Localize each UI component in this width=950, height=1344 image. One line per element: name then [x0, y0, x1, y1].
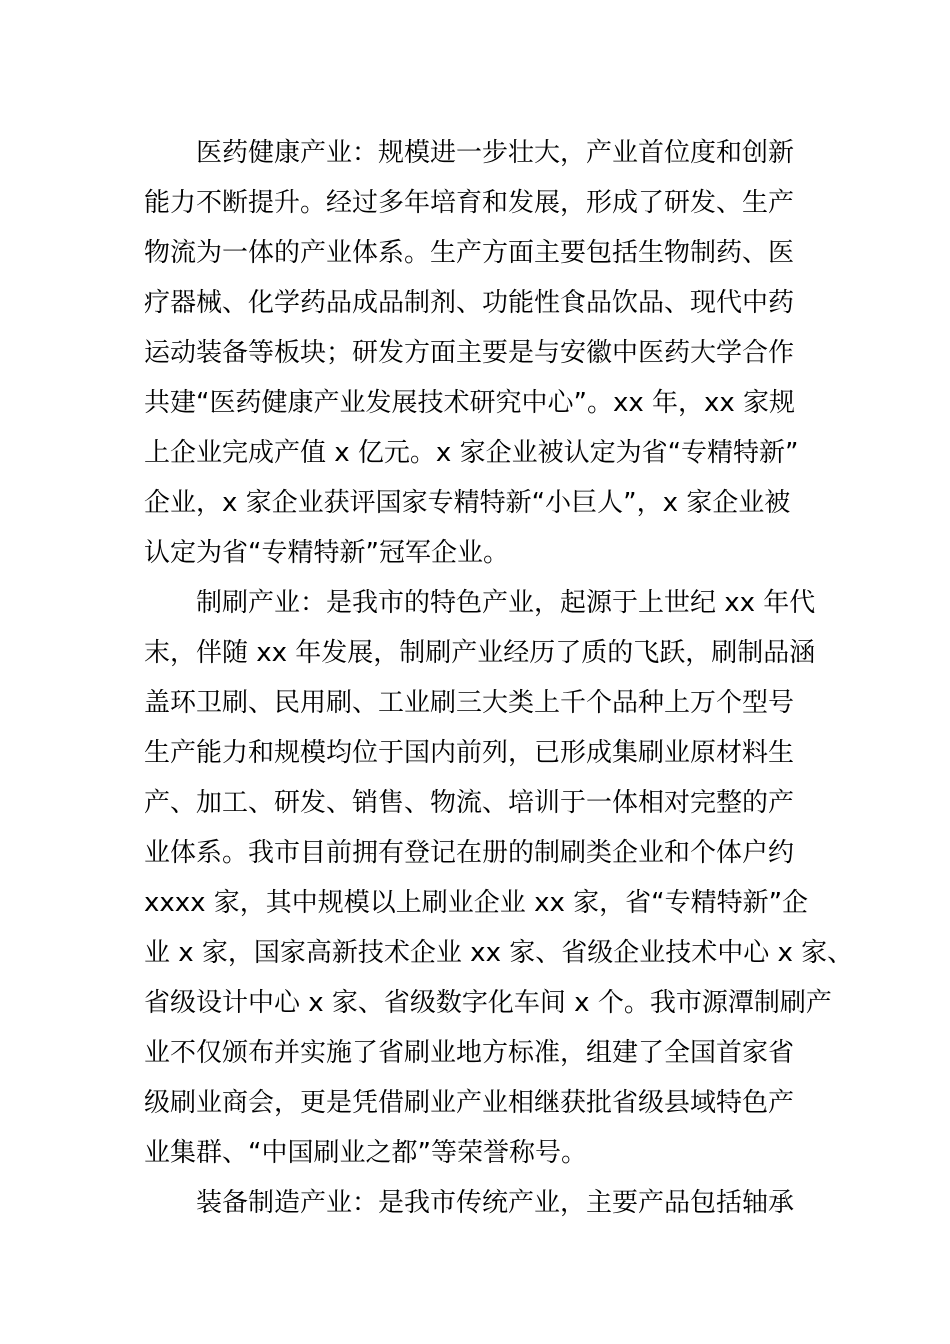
text-line: 认定为省“专精特新”冠军企业。: [144, 538, 509, 568]
text-line: 业不仅颁布并实施了省刷业地方标准，组建了全国首家省: [144, 1038, 795, 1068]
text-line: 企业，x 家企业获评国家专精特新“小巨人”，x 家企业被: [144, 488, 791, 518]
paragraph-brush-making: [144, 578, 854, 1178]
text-line: 医药健康产业：规模进一步壮大，产业首位度和创新: [196, 138, 795, 168]
text-line: 省级设计中心 x 家、省级数字化车间 x 个。我市源潭制刷产: [144, 988, 832, 1018]
text-line: 末，伴随 xx 年发展，制刷产业经历了质的飞跃，刷制品涵: [144, 638, 816, 668]
paragraph-equipment-manufacturing: [144, 1178, 824, 1228]
text-line: 产、加工、研发、销售、物流、培训于一体相对完整的产: [144, 788, 795, 818]
text-line: 业 x 家，国家高新技术企业 xx 家、省级企业技术中心 x 家、: [144, 938, 854, 968]
text-line: 疗器械、化学药品成品制剂、功能性食品饮品、现代中药: [144, 288, 795, 318]
body-text: [144, 128, 854, 1228]
text-line: 盖环卫刷、民用刷、工业刷三大类上千个品种上万个型号: [144, 688, 795, 718]
text-line: 共建“医药健康产业发展技术研究中心”。xx 年，xx 家规: [144, 388, 796, 418]
text-line: 能力不断提升。经过多年培育和发展，形成了研发、生产: [144, 188, 795, 218]
text-line: 上企业完成产值 x 亿元。x 家企业被认定为省“专精特新”: [144, 438, 799, 468]
text-line: 制刷产业：是我市的特色产业，起源于上世纪 xx 年代: [196, 588, 816, 618]
text-line: 业集群、“中国刷业之都”等荣誉称号。: [144, 1138, 587, 1168]
text-line: 运动装备等板块；研发方面主要是与安徽中医药大学合作: [144, 338, 795, 368]
text-line: 生产能力和规模均位于国内前列，已形成集刷业原材料生: [144, 738, 795, 768]
text-line: 业体系。我市目前拥有登记在册的制刷类企业和个体户约: [144, 838, 795, 868]
text-line: 物流为一体的产业体系。生产方面主要包括生物制药、医: [144, 238, 795, 268]
text-line: 装备制造产业：是我市传统产业，主要产品包括轴承: [196, 1188, 795, 1218]
text-line: xxxx 家，其中规模以上刷业企业 xx 家，省“专精特新”企: [144, 888, 809, 918]
paragraph-pharma-health: [144, 128, 824, 578]
text-line: 级刷业商会，更是凭借刷业产业相继获批省级县域特色产: [144, 1088, 795, 1118]
